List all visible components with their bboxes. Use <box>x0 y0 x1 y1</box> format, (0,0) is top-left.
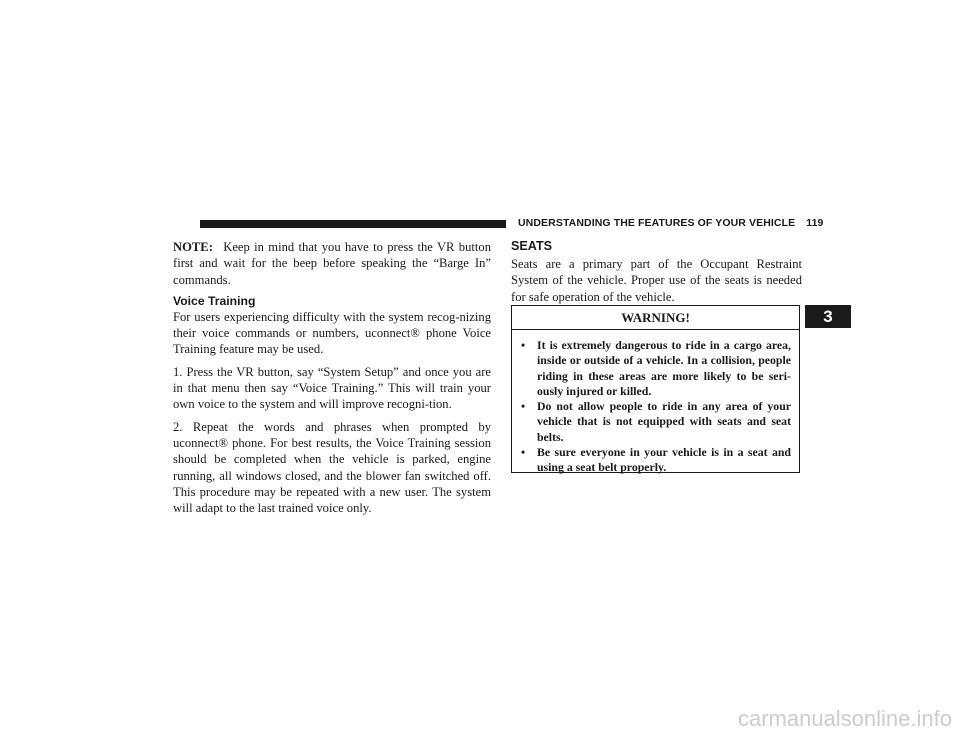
bullet-icon: • <box>521 338 526 352</box>
bullet-icon: • <box>521 399 526 414</box>
voice-training-intro: For users experiencing difficulty with the system recog-nizing their voice commands or numbers, uconnect® phone Voice Training feature may be used. <box>173 309 491 357</box>
warning-item-text: Do not allow people to ride in any area of your vehicle that is not equipped with seats and seat belts. <box>537 399 791 444</box>
chapter-tab: 3 <box>805 305 851 328</box>
warning-item <box>520 445 791 476</box>
voice-training-step-1: 1. Press the VR button, say “System Setup” and once you are in that menu then say “Voice Training.” This will train your own voice to the system and will improve recogni-tion. <box>173 364 491 412</box>
note-text: Keep in mind that you have to press the VR button first and wait for the beep before speaking the “Barge In” commands. <box>173 240 491 287</box>
header-rule <box>200 220 506 228</box>
seats-paragraph: Seats are a primary part of the Occupant Restraint System of the vehicle. Proper use of the seats is needed for safe operation of the vehicle. <box>511 257 802 304</box>
bullet-icon: • <box>521 445 526 460</box>
warning-title: WARNING! <box>512 306 799 330</box>
voice-training-step-2: 2. Repeat the words and phrases when prompted by uconnect® phone. For best results, the Voice Training session should be completed when the vehicle is parked, engine running, all windows closed, and the blower fan switched off. This procedure may be repeated with a new user. The system will adapt to the last trained voice only. <box>173 419 491 516</box>
page-number: 119 <box>806 217 824 229</box>
warning-list <box>512 330 799 476</box>
warning-item-text: Be sure everyone in your vehicle is in a seat and using a seat belt properly. <box>537 445 791 475</box>
running-head <box>518 217 824 229</box>
right-column <box>511 239 802 305</box>
voice-training-heading: Voice Training <box>173 293 256 308</box>
warning-item-text: It is extremely dangerous to ride in a cargo area, inside or outside of a vehicle. In a collision, people riding in these areas are more likely to be seri-ously injured or killed. <box>537 338 791 398</box>
running-head-title: UNDERSTANDING THE FEATURES OF YOUR VEHICLE <box>518 217 796 229</box>
warning-item <box>520 399 791 445</box>
warning-box <box>511 305 800 473</box>
watermark: carmanualsonline.info <box>737 706 952 731</box>
note-paragraph <box>173 239 491 288</box>
seats-heading: SEATS <box>511 239 553 253</box>
left-column <box>173 239 491 516</box>
note-label: NOTE: <box>173 240 213 254</box>
warning-item <box>520 338 791 399</box>
